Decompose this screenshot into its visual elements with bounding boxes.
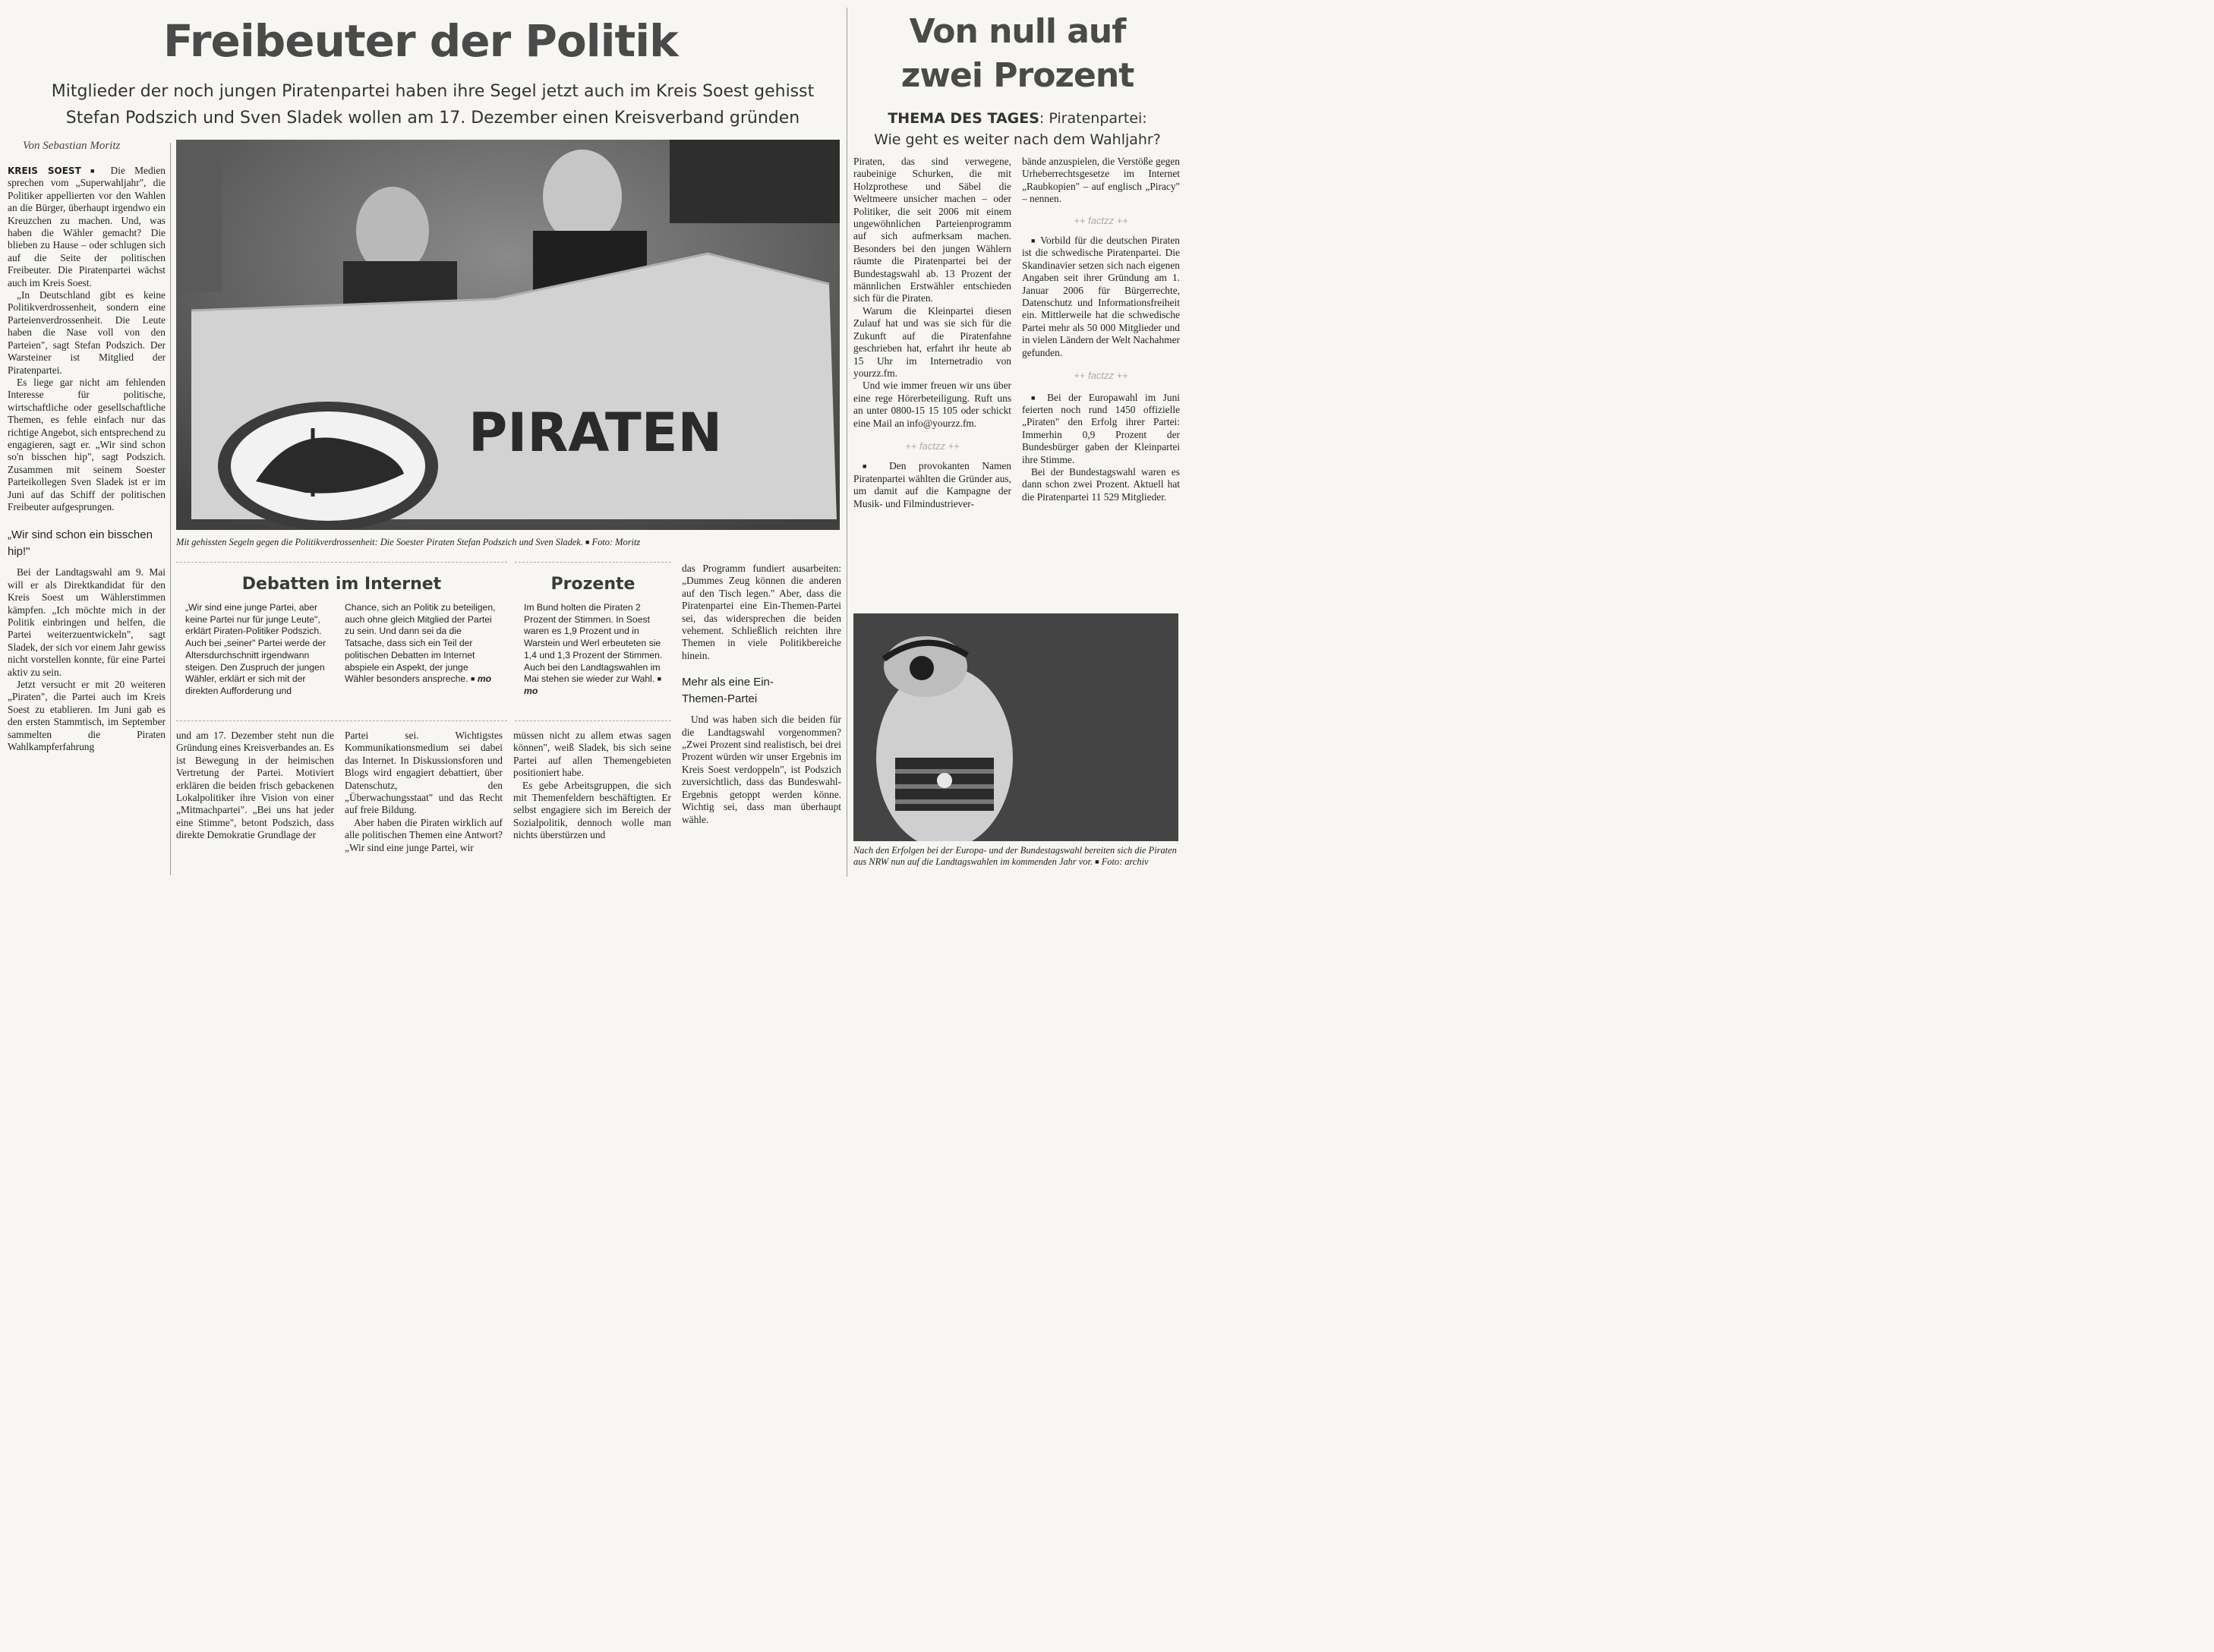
side-photo-caption: Nach den Erfolgen bei der Europa- und der Bundestagswahl bereiten sich die Piraten aus NRW nun auf die Landtagswahlen im kommenden Jahr vor. ■ Foto: archiv bbox=[853, 845, 1177, 867]
article-column-4 bbox=[513, 730, 671, 842]
factzz-divider: ++ factzz ++ bbox=[1074, 370, 1128, 382]
box-column-b: Chance, sich an Politik zu beteiligen, auch ohne gleich Mitglied der Partei zu sein. Und dann sei da die Tatsache, dass sich ein Teil der politischen Debatten im Internet abspiele ein Aspekt, der junge Wähler besonders anspreche. ■ mo bbox=[345, 602, 496, 685]
box-text: Chance, sich an Politik zu beteiligen, auch ohne gleich Mitglied der Partei zu sein. Und dann sei da die Tatsache, dass sich ein Teil der politischen Debatten im Internet abspiele ein Aspekt, der junge Wähler besonders anspreche. bbox=[345, 602, 496, 685]
main-subline-2: Stefan Podszich und Sven Sladek wollen am 17. Dezember einen Kreisverband gründen bbox=[65, 109, 800, 128]
main-subline-1: Mitglieder der noch jungen Piratenpartei haben ihre Segel jetzt auch im Kreis Soest gehisst bbox=[51, 82, 815, 101]
pirates-flag-photo bbox=[176, 140, 840, 530]
photo-credit: Foto: Moritz bbox=[591, 537, 641, 547]
paragraph: Partei sei. Wichtigstes Kommunikationsmedium sei dabei das Internet. In Diskussionsforen und Blogs wird engagiert debattiert, über Datenschutz, den „Überwachungsstaat" und das Recht auf freie Bildung. bbox=[345, 730, 503, 816]
intertitle: „Wir sind schon ein bisschen hip!" bbox=[8, 528, 153, 559]
paragraph: und am 17. Dezember steht nun die Gründung eines Kreisverbandes an. Es ist Bewegung in der heimischen Vertretung der Partei. Motiviert erklären die beiden frisch gebackenen Lokalpolitiker ihre Vision von einer „Mitmachpartei". „Bei uns hat jeder eine Stimme", betont Podszich, dass direkte Demokratie Grundlage der bbox=[176, 730, 334, 841]
box-column-a: „Wir sind eine junge Partei, aber keine Partei nur für junge Leute", erklärt Piraten-Politiker Podszich. Auch bei „seiner" Partei werde der Altersdurchschnitt irgendwann steigen. Den Zuspruch der jungen Wähler, erklärt er sich mit der direkten Aufforderung und bbox=[185, 602, 326, 696]
caption-text: Nach den Erfolgen bei der Europa- und der Bundestagswahl bereiten sich die Piraten aus NRW nun auf die Landtagswahlen im kommenden Jahr vor. bbox=[853, 845, 1177, 867]
photo-credit: Foto: archiv bbox=[1101, 856, 1149, 867]
photo-caption: Mit gehissten Segeln gegen die Politikverdrossenheit: Die Soester Piraten Stefan Podszich und Sven Sladek. ■ Foto: Moritz bbox=[176, 537, 641, 547]
byline: Von Sebastian Moritz bbox=[23, 140, 121, 152]
paragraph-text: Bei der Europawahl im Juni feierten noch rund 1450 offizielle „Piraten" den Erfolg ihrer Partei: Immerhin 0,9 Prozent der Bundesbürger gaben der Kleinpartei ihre Stimme. bbox=[1022, 391, 1180, 465]
paragraph: ■ Den provokanten Namen Piratenpartei wählten die Gründer aus, um damit auf die Kampagne der Musik- und Filmindustriever- bbox=[853, 460, 1011, 509]
kicker-line2: Wie geht es weiter nach dem Wahljahr? bbox=[874, 131, 1161, 148]
article-column-right bbox=[682, 563, 841, 826]
factzz-divider: ++ factzz ++ bbox=[905, 440, 960, 452]
kicker-rest: : Piratenpartei: bbox=[1039, 110, 1147, 127]
box-title: Prozente bbox=[550, 575, 636, 594]
paragraph: Es gebe Arbeitsgruppen, die sich mit Themenfeldern beschäftigten. Er selbst engagiere sich im Bereich der Sozialpolitik, dennoch wolle man nichts überstürzen und bbox=[513, 779, 671, 841]
paragraph: „In Deutschland gibt es keine Politikverdrossenheit, sondern eine Parteienverdrossenheit. Die Leute haben die Nase voll von den Parteien", sagt Stefan Podszich. Der Warsteiner ist Mitglied der Piratenpartei. bbox=[8, 289, 166, 376]
main-photo bbox=[176, 140, 840, 530]
paragraph: bände anzuspielen, die Verstöße gegen Urheberrechtsgesetze im Internet „Raubkopien" – auf englisch „Piracy" – nennen. bbox=[1022, 156, 1180, 205]
main-headline: Freibeuter der Politik bbox=[163, 15, 678, 67]
side-column-a bbox=[853, 156, 1011, 510]
paragraph: ■ Bei der Europawahl im Juni feierten noch rund 1450 offizielle „Piraten" den Erfolg ihrer Partei: Immerhin 0,9 Prozent der Bundesbürger gaben der Kleinpartei ihre Stimme. bbox=[1022, 391, 1180, 465]
plush-pirate-photo bbox=[853, 613, 1178, 841]
paragraph: Und was haben sich die beiden für die Landtagswahl vorgenommen? „Zwei Prozent sind realistisch, bei drei Prozent würden wir unser Ergebnis im Kreis Soest verdoppeln", ist Podszich zuversichtlich, dass das Bundeswahl-Ergebnis getoppt werden könne. Wichtig sei, dass man überhaupt wähle. bbox=[682, 714, 841, 825]
intertitle: Mehr als eine Ein-Themen-Partei bbox=[682, 676, 774, 706]
caption-text: Mit gehissten Segeln gegen die Politikverdrossenheit: Die Soester Piraten Stefan Podszich und Sven Sladek. bbox=[176, 537, 583, 547]
article-column-1 bbox=[8, 165, 166, 753]
info-box-prozente bbox=[515, 562, 671, 721]
paragraph-text: Die Medien sprechen vom „Superwahljahr", die Politiker appellierten vor den Wahlen an die Bürger, überhaupt irgendwo ein Kreuzchen zu machen. Und, was haben die Wähler gemacht? Die blieben zu Hause – oder schlugen sich auf die Seite der politischen Freibeuter. Die Piratenpartei wächst auch im Kreis Soest. bbox=[8, 165, 166, 288]
paragraph: Bei der Bundestagswahl waren es dann schon zwei Prozent. Aktuell hat die Piratenpartei 11 529 Mitglieder. bbox=[1022, 465, 1180, 503]
paragraph-text: Vorbild für die deutschen Piraten ist die schwedische Piratenpartei. Die Skandinavier setzen sich nach eigenen Angaben seit ihrer Gründung am 1. Januar 2006 für Bürgerrechte, Datenschutz und Informationsfreiheit ein. Mittlerweile hat die schwedische Partei mehr als 50 000 Mitglieder und in vielen Ländern der Welt Nachahmer gefunden. bbox=[1022, 235, 1180, 358]
paragraph: Aber haben die Piraten wirklich auf alle politischen Themen eine Antwort? „Wir sind eine junge Partei, wir bbox=[345, 816, 503, 853]
paragraph: Piraten, das sind verwegene, raubeinige Schurken, die mit Holzprothese und Säbel die Weltmeere unsicher machen – oder Politiker, die seit 2006 mit einem ungewöhnlichen Parteienprogramm auf sich aufmerksam machen. Besonders bei den jungen Wählern räumte die Piratenpartei bei der Bundestagswahl ab. 13 Prozent der männlichen Erstwähler entschieden sich für die Piraten. bbox=[853, 156, 1011, 304]
box-text: Im Bund holten die Piraten 2 Prozent der Stimmen. In Soest waren es 1,9 Prozent und in Warstein und Werl erbeuteten sie 1,4 und 1,3 Prozent der Stimmen. Auch bei den Landtagswahlen im Mai stehen sie wieder zur Wahl. bbox=[524, 602, 663, 685]
paragraph: Jetzt versucht er mit 20 weiteren „Piraten", die Partei auch im Kreis Soest zu etablieren. Im Juni gab es den ersten Stammtisch, im September sammelten die Piraten Wahlkampferfahrung bbox=[8, 679, 166, 753]
article-column-3 bbox=[345, 730, 503, 854]
paragraph: Bei der Landtagswahl am 9. Mai will er als Direktkandidat für den Kreis Soest um Wählerstimmen kämpfen. „Ich möchte mich in der Politik einbringen und helfen, die Partei weiterzuentwickeln", sagt Sladek, der sich vor einem Jahr gewiss nicht vorstellen konnte, für eine Partei aktiv zu sein. bbox=[8, 566, 166, 678]
article-column-2 bbox=[176, 730, 334, 842]
side-headline-1: Von null auf bbox=[909, 12, 1126, 51]
side-headline-2: zwei Prozent bbox=[900, 56, 1134, 95]
side-kicker bbox=[858, 108, 1177, 150]
side-photo bbox=[853, 613, 1178, 841]
kicker-label: THEMA DES TAGES bbox=[888, 110, 1039, 127]
paragraph: KREIS SOEST ■ Die Medien sprechen vom „Superwahljahr", die Politiker appellierten vor den Wahlen an die Bürger, überhaupt irgendwo ein Kreuzchen zu machen. Und, was haben die Wähler gemacht? Die blieben zu Hause – oder schlugen sich auf die Seite der politischen Freibeuter. Die Piratenpartei wächst auch im Kreis Soest. bbox=[8, 165, 166, 288]
paragraph: müssen nicht zu allem etwas sagen können", weiß Sladek, bis sich seine Partei auf allen Themengebieten positioniert habe. bbox=[513, 730, 671, 779]
paragraph-text: Den provokanten Namen Piratenpartei wählten die Gründer aus, um damit auf die Kampagne der Musik- und Filmindustriever- bbox=[853, 460, 1011, 509]
paragraph: das Programm fundiert ausarbeiten: „Dummes Zeug können die anderen auf den Tisch legen." Aber, dass die Piratenpartei eine Ein-Themen-Partei sei, das widersprechen die beiden vehement. Schließlich reichten ihre Themen in viele Politikbereiche hinein. bbox=[682, 563, 841, 661]
flag-text: PIRATEN bbox=[468, 402, 723, 464]
paragraph: Warum die Kleinpartei diesen Zulauf hat und was sie sich für die Zukunft auf die Piratenfahne geschrieben hat, erfahrt ihr heute ab 15 Uhr im Internetradio von yourzz.fm. bbox=[853, 304, 1011, 379]
paragraph: Und wie immer freuen wir uns über eine rege Hörerbeteiligung. Ruft uns an unter 0800-15 15 105 oder schickt eine Mail an info@yourzz.fm. bbox=[853, 380, 1011, 429]
factzz-divider: ++ factzz ++ bbox=[1074, 214, 1128, 226]
info-box-debatten bbox=[176, 562, 507, 721]
paragraph: Es liege gar nicht am fehlenden Interesse für politische, wirtschaftliche oder gesellschaftliche Themen, es fehle einfach nur das richtige Angebot, sich entsprechend zu engagieren, sagt er. „Wir sind schon so'n bisschen hip", sagt Podszich. Zusammen mit seinem Soester Parteikollegen Sven Sladek ist er im Juni auf das Schiff der politischen Freibeuter aufgesprungen. bbox=[8, 376, 166, 512]
column-divider bbox=[170, 143, 171, 875]
paragraph: ■ Vorbild für die deutschen Piraten ist die schwedische Piratenpartei. Die Skandinavier setzen sich nach eigenen Angaben seit ihrer Gründung am 1. Januar 2006 für Bürgerrechte, Datenschutz und Informationsfreiheit ein. Mittlerweile hat die schwedische Partei mehr als 50 000 Mitglieder und in vielen Ländern der Welt Nachahmer gefunden. bbox=[1022, 235, 1180, 358]
box-title: Debatten im Internet bbox=[241, 575, 442, 594]
box-sign: mo bbox=[477, 673, 492, 685]
side-column-b bbox=[1022, 156, 1180, 503]
box-text-wrap: Im Bund holten die Piraten 2 Prozent der Stimmen. In Soest waren es 1,9 Prozent und in Warstein und Werl erbeuteten sie 1,4 und 1,3 Prozent der Stimmen. Auch bei den Landtagswahlen im Mai stehen sie wieder zur Wahl. ■ mo bbox=[524, 602, 663, 696]
box-sign: mo bbox=[524, 685, 538, 696]
dateline: KREIS SOEST bbox=[8, 166, 81, 176]
